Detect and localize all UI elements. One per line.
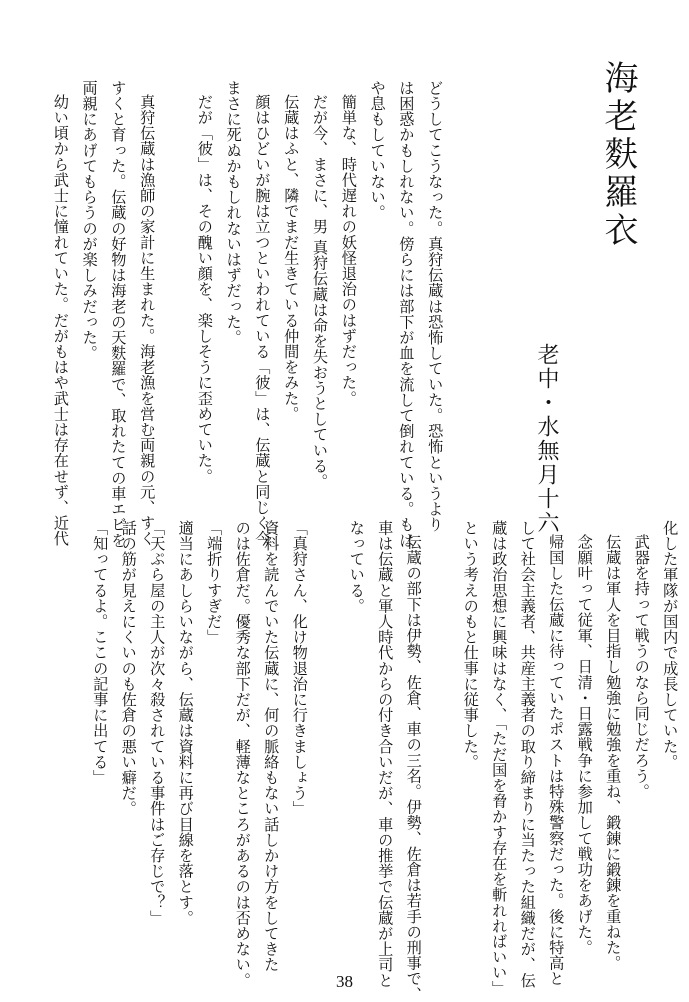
text-column: 「知ってるよ。ここの記事に出てる」 xyxy=(91,520,110,786)
page-number: 38 xyxy=(336,972,353,991)
text-column: して社会主義者、共産主義者の取り締まりに当たった組織だが、伝 xyxy=(518,520,537,988)
text-column: 帰国した伝蔵に待っていたポストは特殊警察だった。後に特高と xyxy=(547,534,566,987)
text-column: 資料を読んでいた伝蔵に、何の脈絡もない話しかけ方をしてきた xyxy=(262,520,281,973)
text-column: すくと育った。伝蔵の好物は海老の天麩羅で、取れたての車エビを xyxy=(109,80,128,548)
text-column: 伝蔵はふと、隣でまだ生きている仲間をみた。 xyxy=(282,94,301,422)
text-column: 化した軍隊が国内で成長していた。 xyxy=(661,520,680,770)
text-column: 「真狩さん、化け物退治に行きましょう」 xyxy=(290,520,309,817)
text-column: 念願叶って従軍、日清・日露戦争に参加して戦功をあげた。 xyxy=(575,534,594,956)
text-column: 真狩伝蔵は漁師の家計に生まれた。海老漁を営む両親の元、すく xyxy=(138,94,157,547)
text-column: は困惑かもしれない。傍らには部下が血を流して倒れている。もは xyxy=(397,80,416,548)
text-column: 顔はひどいが腕は立つといわれている「彼」は、伝蔵と同じく今 xyxy=(253,94,272,547)
text-column: 両親にあげてもらうのが楽しみだった。 xyxy=(80,80,99,361)
text-column: 適当にあしらいながら、伝蔵は資料に再び目線を落とす。 xyxy=(176,520,195,926)
text-column: どうしてこうなった。真狩伝蔵は恐怖していた。恐怖というより xyxy=(426,80,445,533)
author-byline: 老中・水無月十六 xyxy=(534,343,559,535)
text-column: 「天ぷら屋の主人が次々殺されている事件はご存じで？」 xyxy=(148,520,167,926)
text-column: 蔵は政治思想に興味はなく、「ただ国を脅かす存在を斬れればいい」 xyxy=(490,520,509,996)
text-column: 武器を持って戦うのなら同じだろう。 xyxy=(632,534,651,800)
text-column: 幼い頃から武士に憧れていた。だがもはや武士は存在せず、近代 xyxy=(51,94,70,547)
text-column: 「端折りすぎだ」 xyxy=(205,520,224,645)
text-column: だが「彼」は、その醜い顔を、楽しそうに歪めていた。 xyxy=(195,94,214,484)
text-column: 話の筋が見えにくいのも佐倉の悪い癖だ。 xyxy=(119,520,138,817)
text-column: 車は伝蔵と軍人時代からの付き合いだが、車の推挙で伝蔵が上司と xyxy=(376,520,395,988)
story-title: 海老麩羅衣 xyxy=(598,60,638,250)
text-column: 伝蔵の部下は伊勢、佐倉、車の三名。伊勢、佐倉は若手の刑事で、 xyxy=(404,534,423,1002)
text-column: 簡単な、時代遅れの妖怪退治のはずだった。 xyxy=(339,94,358,406)
text-column: だが今、まさに、男 真狩伝蔵は命を失おうとしている。 xyxy=(311,94,329,490)
text-column: まさに死ぬかもしれないはずだった。 xyxy=(224,80,243,346)
text-column: や息もしていない。 xyxy=(368,80,387,221)
text-column: なっている。 xyxy=(347,520,366,614)
text-column: 伝蔵は軍人を目指し勉強に勉強を重ね、鍛錬に鍛錬を重ねた。 xyxy=(604,534,623,971)
text-column: のは佐倉だ。優秀な部下だが、軽薄なところがあるのは否めない。 xyxy=(233,520,252,988)
text-column: という考えのもと仕事に従事した。 xyxy=(461,520,480,770)
